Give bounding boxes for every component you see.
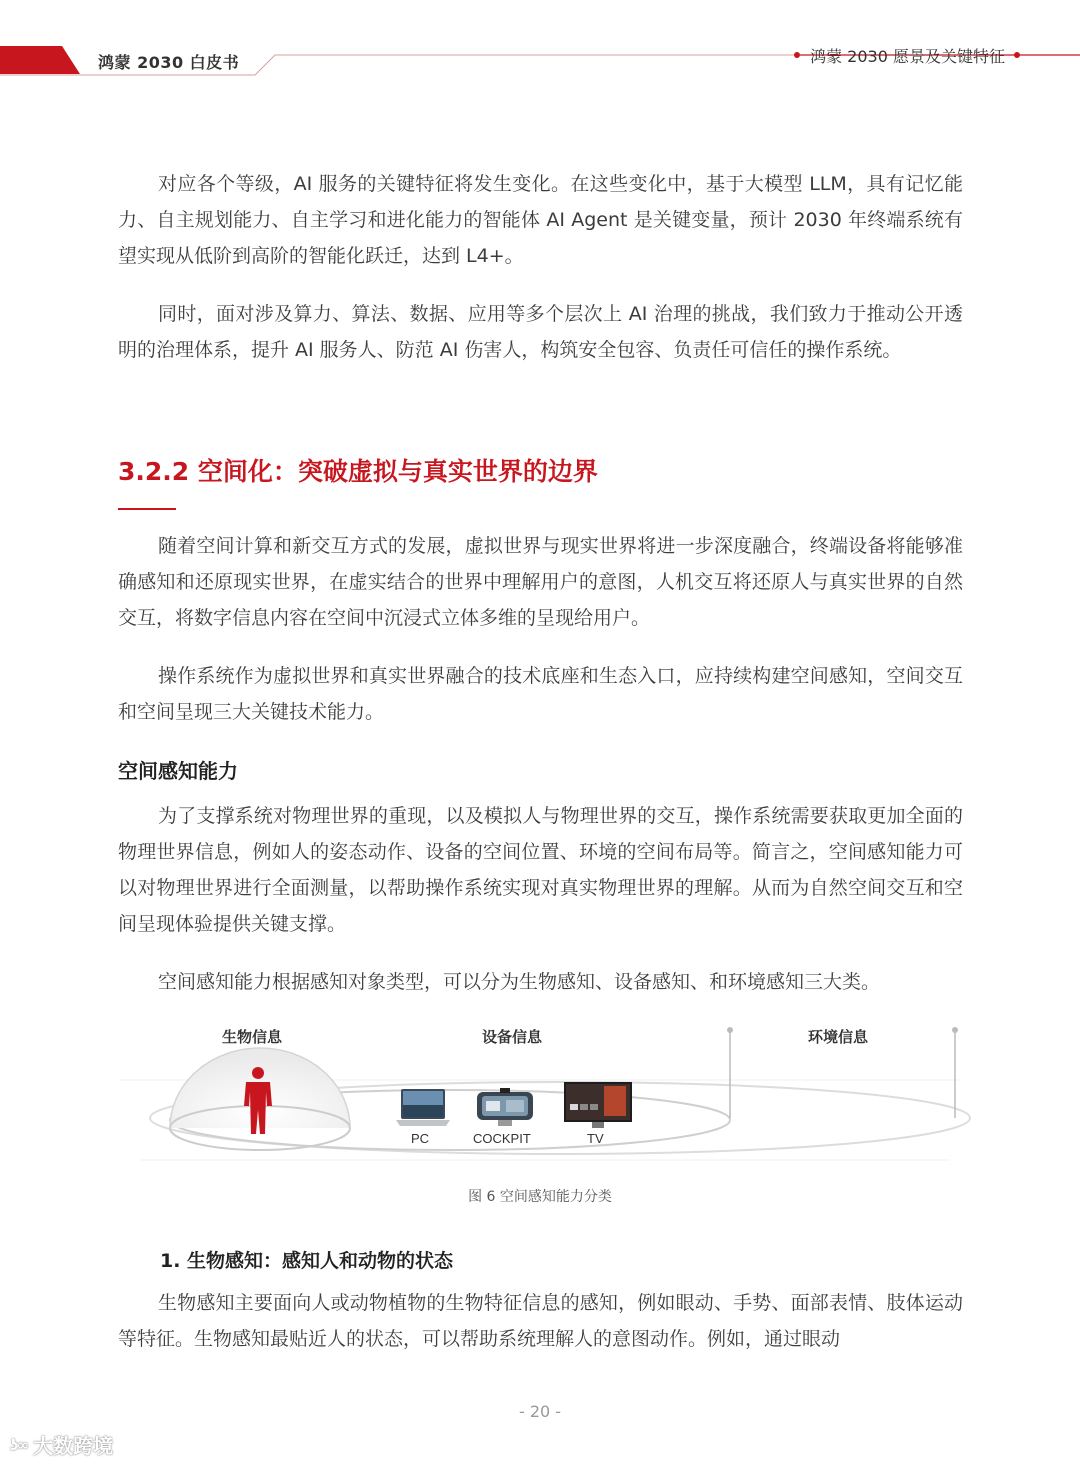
cockpit-icon xyxy=(476,1088,534,1128)
paragraph-4: 操作系统作为虚拟世界和真实世界融合的技术底座和生态入口，应持续构建空间感知，空间交互和空间呈现三大关键技术能力。 xyxy=(118,665,963,723)
paragraph-5: 为了支撑系统对物理世界的重现，以及模拟人与物理世界的交互，操作系统需要获取更加全面的物理世界信息，例如人的姿态动作、设备的空间位置、环境的空间布局等。简言之，空间感知能力可以对物理世界进行全面测量，以帮助操作系统实现对真实物理世界的理解。从而为自然空间交互和空间呈现体验提供关键支撑。 xyxy=(118,805,963,935)
section-title: 3.2.2 空间化：突破虚拟与真实世界的边界 xyxy=(118,457,598,486)
device-label-tv: TV xyxy=(587,1131,604,1146)
watermark-logo-icon: ʖ∞ xyxy=(10,1435,28,1454)
label-device-info: 设备信息 xyxy=(482,1028,543,1046)
tv-icon xyxy=(564,1082,632,1128)
section-underline xyxy=(118,508,176,510)
figure-spatial-perception xyxy=(0,1010,1080,1190)
header-dot-right xyxy=(1014,52,1020,58)
label-bio-info: 生物信息 xyxy=(222,1028,283,1046)
watermark-text: 大数跨境 xyxy=(33,1434,114,1458)
header-dot-left xyxy=(794,52,800,58)
subheading-bio-perception: 1. 生物感知：感知人和动物的状态 xyxy=(160,1250,454,1272)
paragraph-6: 空间感知能力根据感知对象类型，可以分为生物感知、设备感知、和环境感知三大类。 xyxy=(158,971,881,993)
device-label-pc: PC xyxy=(411,1131,430,1146)
device-label-cockpit: COCKPIT xyxy=(473,1131,531,1146)
header-title: 鸿蒙 2030 白皮书 xyxy=(98,53,240,72)
paragraph-3: 随着空间计算和新交互方式的发展，虚拟世界与现实世界将进一步深度融合，终端设备将能够准确感知和还原现实世界，在虚实结合的世界中理解用户的意图，人机交互将还原人与真实世界的自然交互，将数字信息内容在空间中沉浸式立体多维的呈现给用户。 xyxy=(118,535,963,629)
figure-caption: 图 6 空间感知能力分类 xyxy=(468,1189,612,1205)
header-chapter: 鸿蒙 2030 愿景及关键特征 xyxy=(810,47,1005,66)
subheading-spatial-perception: 空间感知能力 xyxy=(118,759,238,783)
watermark xyxy=(10,1430,113,1459)
paragraph-2: 同时，面对涉及算力、算法、数据、应用等多个层次上 AI 治理的挑战，我们致力于推动公开透明的治理体系，提升 AI 服务人、防范 AI 伤害人，构筑安全包容、负责任可信任的操作系统。 xyxy=(118,303,963,361)
laptop-icon xyxy=(396,1088,450,1128)
person-icon xyxy=(240,1066,276,1136)
paragraph-7: 生物感知主要面向人或动物植物的生物特征信息的感知，例如眼动、手势、面部表情、肢体运动等特征。生物感知最贴近人的状态，可以帮助系统理解人的意图动作。例如，通过眼动 xyxy=(118,1292,963,1350)
label-env-info: 环境信息 xyxy=(808,1028,869,1046)
page-number: - 20 - xyxy=(518,1402,562,1421)
paragraph-1: 对应各个等级，AI 服务的关键特征将发生变化。在这些变化中，基于大模型 LLM，具有记忆能力、自主规划能力、自主学习和进化能力的智能体 AI Agent 是关键变量，预计 2030 年终端系统有望实现从低阶到高阶的智能化跃迁，达到 L4+。 xyxy=(118,173,963,267)
